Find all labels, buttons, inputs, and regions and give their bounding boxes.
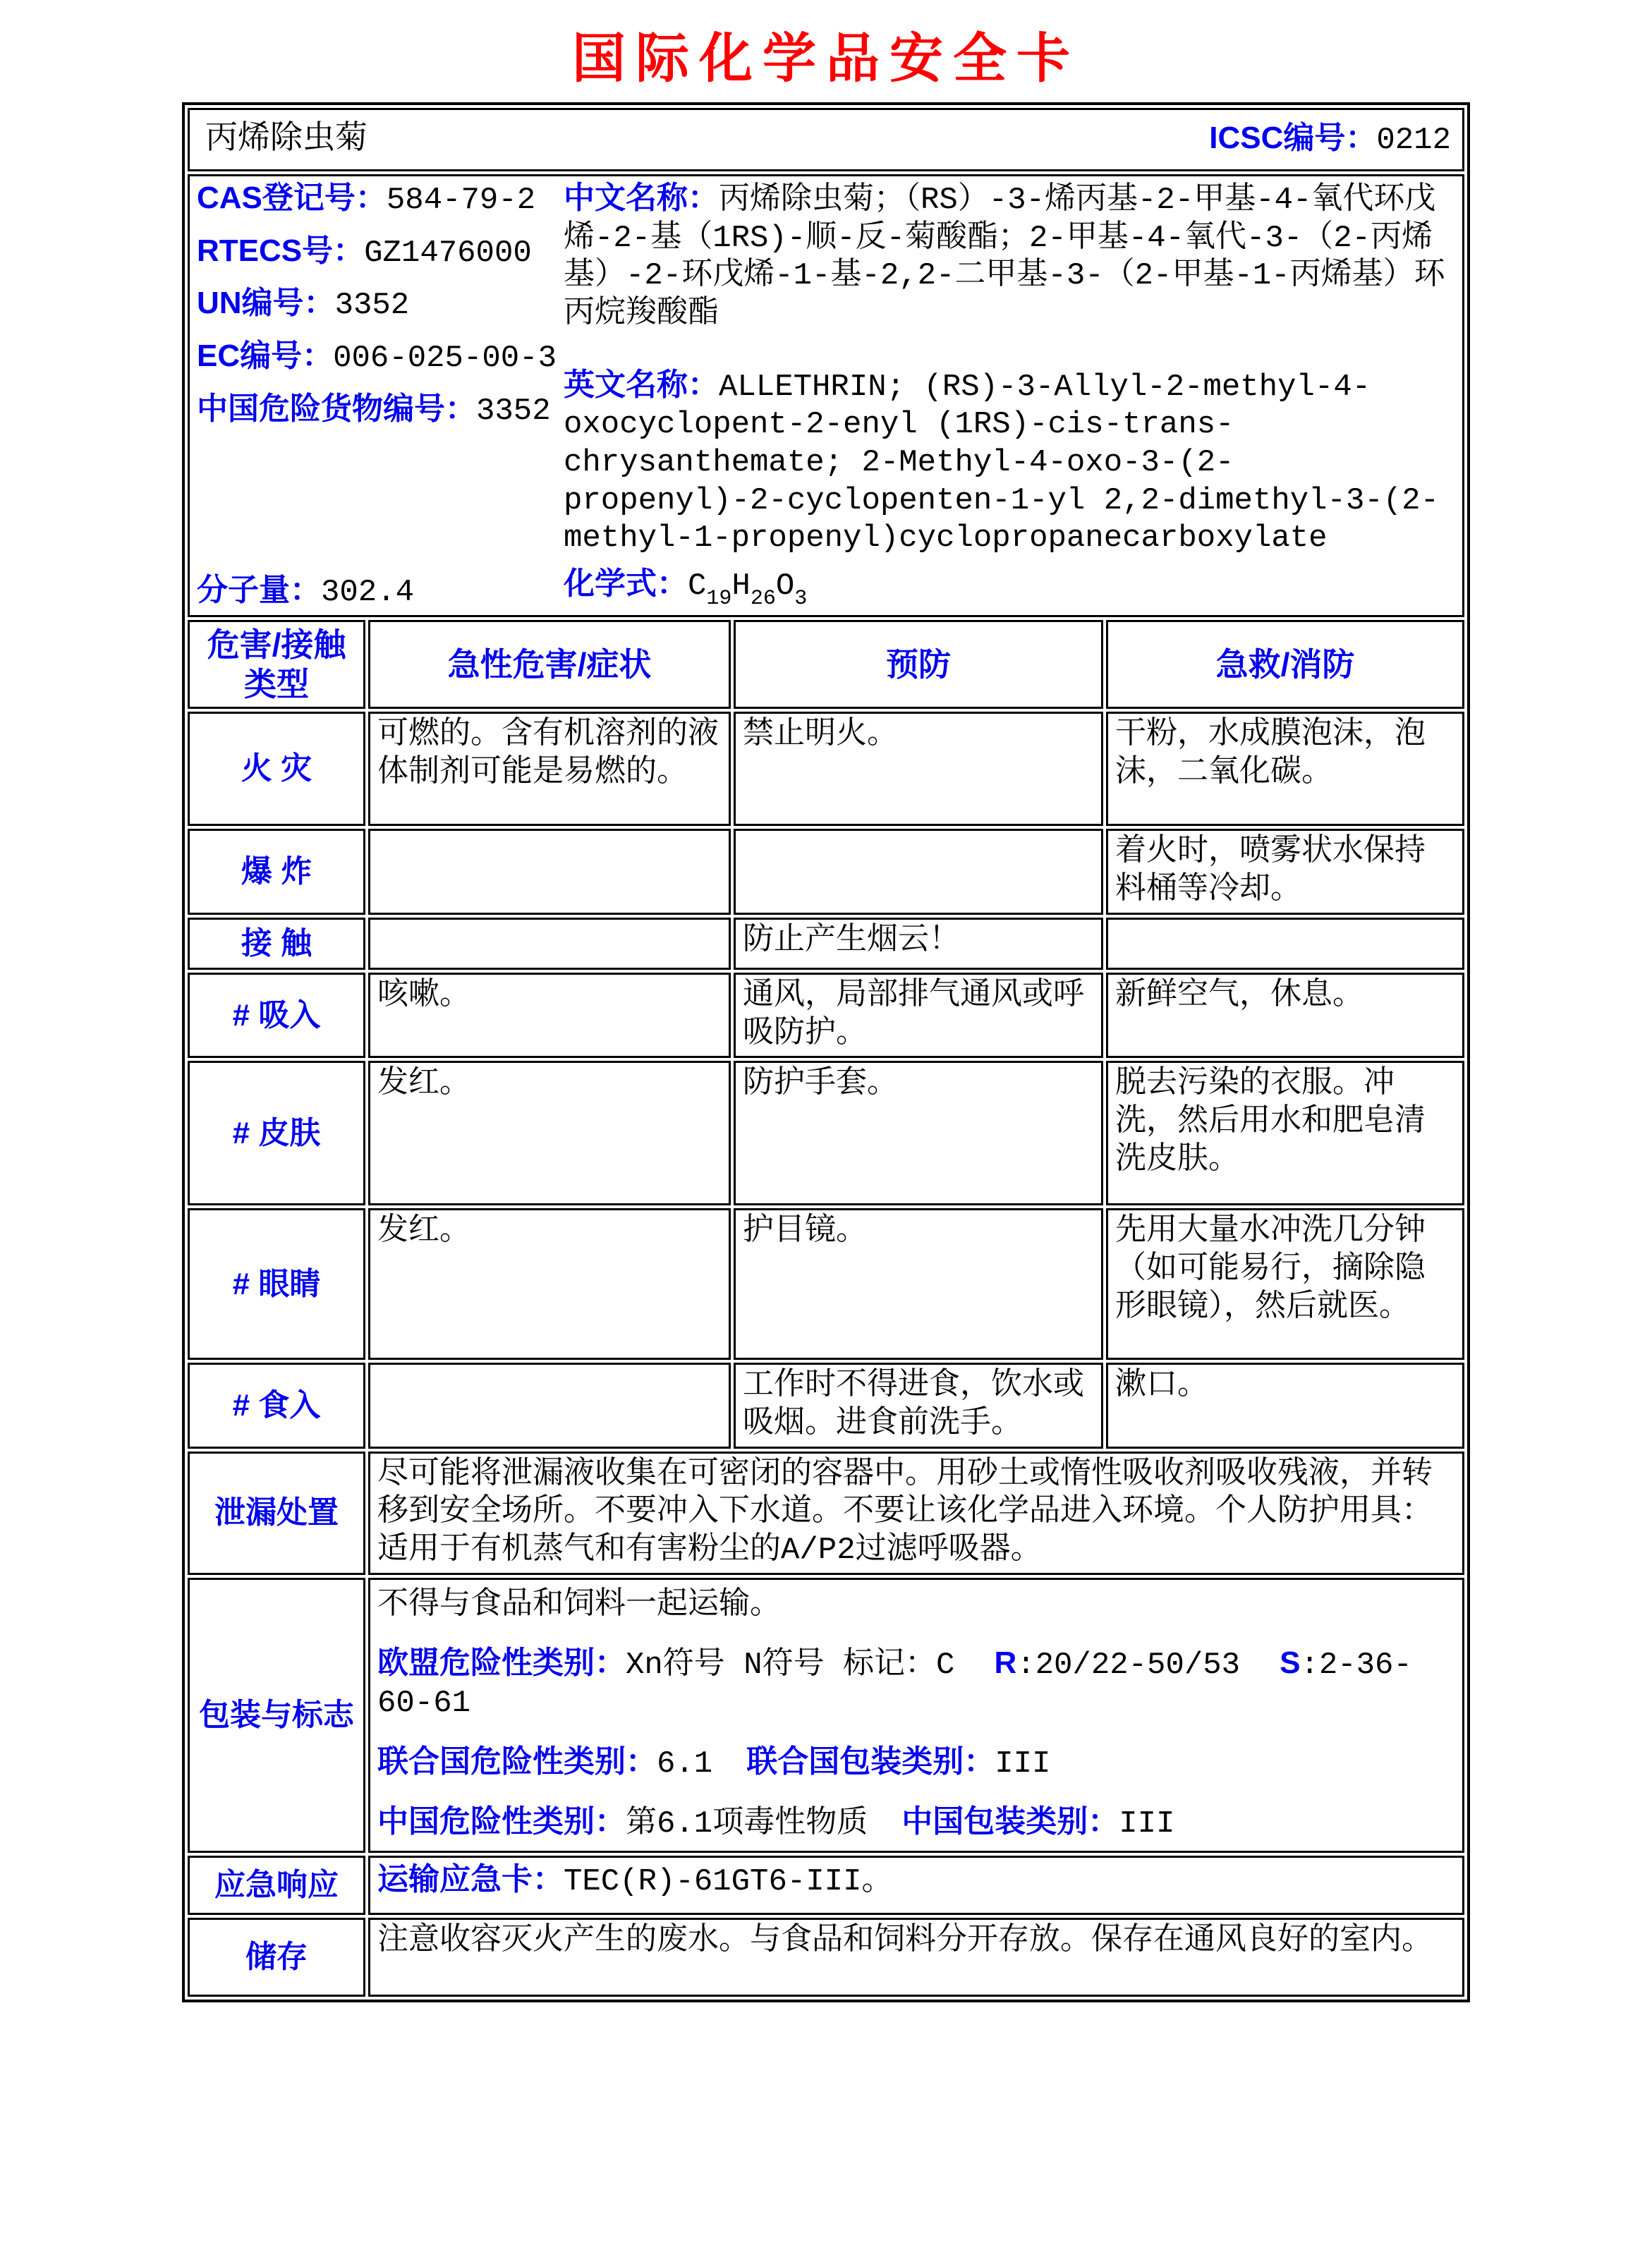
identifier-list	[197, 179, 557, 612]
id-value: GZ1476000	[364, 235, 532, 271]
safety-card-table	[182, 102, 1470, 2002]
cn-name-label: 中文名称：	[563, 181, 719, 215]
hazard-row-contact	[188, 918, 1464, 970]
storage-row	[188, 1918, 1464, 1997]
r-phrase-label: R	[994, 1645, 1017, 1681]
en-name-label: 英文名称：	[563, 367, 719, 402]
explosion-firstaid-cell: 着火时，喷雾状水保持料桶等冷却。	[1106, 829, 1464, 915]
en-name-value: ALLETHRIN; (RS)-3-Allyl-2-methyl-4-oxocyclopent-2-enyl (1RS)-cis-trans-chrysanthemate; 2-Methyl-4-oxo-3-(2-propenyl)-2-cyclopenten-1-yl 2,2-dimethyl-3-(2-methyl-1-propenyl)cyclopropanecarboxylate	[563, 369, 1439, 556]
id-label: UN编号：	[197, 286, 335, 321]
fire-label: 火 灾	[188, 712, 365, 826]
eyes-firstaid-cell: 先用大量水冲洗几分钟（如可能易行，摘除隐形眼镜），然后就医。	[1106, 1208, 1464, 1360]
fire-symptoms-cell: 可燃的。含有机溶剂的液体制剂可能是易燃的。	[368, 712, 731, 826]
hazard-row-ingestion	[188, 1363, 1464, 1448]
mw-value: 302.4	[321, 574, 415, 610]
contact-firstaid-cell	[1106, 918, 1464, 970]
hazard-header-row	[188, 620, 1464, 709]
eyes-label: # 眼睛	[188, 1208, 365, 1360]
hazard-col-firstaid-header: 急救/消防	[1106, 620, 1464, 709]
ingestion-symptoms-cell	[368, 1363, 731, 1448]
id-row-china-dg	[197, 390, 557, 431]
card-header-row	[188, 108, 1464, 171]
cn-pack-value: III	[1119, 1806, 1175, 1842]
chinese-name	[564, 179, 1455, 334]
contact-prevention-cell: 防止产生烟云！	[734, 918, 1103, 970]
identification-cell	[188, 174, 1464, 617]
id-value: 3352	[476, 393, 551, 429]
formula-subscript: 3	[794, 587, 808, 612]
icsc-label: ICSC编号：	[1209, 121, 1377, 156]
eyes-symptoms-cell: 发红。	[368, 1208, 731, 1360]
eyes-prevention-cell: 护目镜。	[734, 1208, 1103, 1360]
id-row-ec	[197, 337, 557, 378]
formula-subscript: 26	[750, 587, 776, 612]
formula-element: O	[775, 568, 795, 604]
s-phrase-value: :2-36-60-61	[377, 1648, 1412, 1721]
eu-symbols: Xn符号 N符号 标记：C	[626, 1648, 955, 1684]
un-pack-label: 联合国包装类别：	[746, 1744, 995, 1779]
id-row-rtecs	[197, 232, 557, 273]
id-label: CAS登记号：	[197, 181, 387, 215]
packaging-transport-note	[377, 1587, 1455, 1625]
inhalation-firstaid-cell: 新鲜空气，休息。	[1106, 973, 1464, 1058]
molecular-weight	[197, 571, 557, 612]
hazard-col-type-header: 危害/接触类型	[188, 620, 365, 709]
un-pack-value: III	[995, 1746, 1051, 1782]
substance-name: 丙烯除虫菊	[205, 121, 368, 158]
fire-prevention-cell: 禁止明火。	[734, 712, 1103, 826]
inhalation-label: # 吸入	[188, 973, 365, 1058]
inhalation-symptoms-cell: 咳嗽。	[368, 973, 731, 1058]
explosion-symptoms-cell	[368, 829, 731, 915]
un-class-label: 联合国危险性类别：	[377, 1744, 657, 1779]
identification-row	[188, 174, 1464, 617]
eu-class-label: 欧盟危险性类别：	[377, 1645, 626, 1681]
storage-label: 储存	[188, 1918, 365, 1997]
id-row-un	[197, 284, 557, 325]
hazard-col-prevention-header: 预防	[734, 620, 1103, 709]
id-value: 584-79-2	[386, 183, 536, 218]
packaging-eu-line	[377, 1644, 1455, 1722]
hazard-col-symptoms-header: 急性危害/症状	[368, 620, 731, 709]
tremcard-label: 运输应急卡：	[377, 1861, 564, 1897]
emergency-label: 应急响应	[188, 1856, 365, 1915]
formula-subscript: 19	[706, 587, 732, 612]
page-title: 国际化学品安全卡	[572, 30, 1080, 89]
skin-prevention-cell: 防护手套。	[734, 1061, 1103, 1205]
ingestion-label: # 食入	[188, 1363, 365, 1448]
spill-label: 泄漏处置	[188, 1452, 365, 1575]
packaging-label: 包装与标志	[188, 1578, 365, 1853]
skin-firstaid-cell: 脱去污染的衣服。冲洗，然后用水和肥皂清洗皮肤。	[1106, 1061, 1464, 1205]
fire-firstaid-cell: 干粉，水成膜泡沫，泡沫，二氧化碳。	[1106, 712, 1464, 826]
cn-class-value: 第6.1项毒性物质	[626, 1806, 868, 1842]
cn-pack-label: 中国包装类别：	[901, 1804, 1119, 1839]
chemical-names	[557, 179, 1455, 612]
icsc-value: 0212	[1376, 123, 1451, 159]
un-class-value: 6.1	[657, 1746, 713, 1782]
packaging-content-cell	[368, 1578, 1464, 1853]
id-label: RTECS号：	[197, 233, 365, 268]
cn-class-label: 中国危险性类别：	[377, 1804, 626, 1839]
hazard-row-explosion	[188, 829, 1464, 915]
s-phrase-label: S	[1280, 1645, 1301, 1681]
chemical-formula	[564, 565, 1455, 612]
hazard-row-eyes	[188, 1208, 1464, 1360]
hazard-row-skin	[188, 1061, 1464, 1205]
hazard-row-inhalation	[188, 973, 1464, 1058]
spacer	[197, 442, 557, 571]
id-label: EC编号：	[197, 339, 334, 374]
ingestion-prevention-cell: 工作时不得进食，饮水或吸烟。进食前洗手。	[734, 1363, 1103, 1448]
tremcard-value: TEC(R)-61GT6-III。	[564, 1863, 893, 1899]
packaging-cn-line	[377, 1803, 1455, 1844]
storage-content-cell: 注意收容灭火产生的废水。与食品和饲料分开存放。保存在通风良好的室内。	[368, 1918, 1464, 1997]
spill-content-cell: 尽可能将泄漏液收集在可密闭的容器中。用砂土或惰性吸收剂吸收残液，并转移到安全场所。不要冲入下水道。不要让该化学品进入环境。个人防护用具：适用于有机蒸气和有害粉尘的A/P2过滤呼吸器。	[368, 1452, 1464, 1575]
id-row-cas	[197, 179, 557, 220]
id-label: 中国危险货物编号：	[197, 391, 476, 426]
emergency-content-cell	[368, 1856, 1464, 1915]
inhalation-prevention-cell: 通风，局部排气通风或呼吸防护。	[734, 973, 1103, 1058]
id-value: 3352	[334, 288, 410, 324]
mw-label: 分子量：	[197, 572, 321, 607]
transport-note-text: 不得与食品和饲料一起运输。	[377, 1587, 781, 1623]
formula-element: C	[687, 568, 707, 604]
emergency-row	[188, 1856, 1464, 1915]
id-value: 006-025-00-3	[333, 341, 557, 377]
skin-label: # 皮肤	[188, 1061, 365, 1205]
card-header-cell	[188, 108, 1464, 171]
skin-symptoms-cell: 发红。	[368, 1061, 731, 1205]
packaging-un-line	[377, 1743, 1455, 1784]
formula-element: H	[731, 568, 751, 604]
explosion-prevention-cell	[734, 829, 1103, 915]
english-name	[564, 366, 1455, 558]
explosion-label: 爆 炸	[188, 829, 365, 915]
cn-name-value: 丙烯除虫菊；（RS）-3-烯丙基-2-甲基-4-氧代环戊烯-2-基（1RS)-顺-反-菊酸酯；2-甲基-4-氧代-3-（2-丙烯基）-2-环戊烯-1-基-2,2-二甲基-3-（2-甲基-1-丙烯基）环丙烷羧酸酯	[563, 183, 1445, 332]
ingestion-firstaid-cell: 漱口。	[1106, 1363, 1464, 1448]
contact-label: 接 触	[188, 918, 365, 970]
spill-row	[188, 1452, 1464, 1575]
icsc-number	[1209, 119, 1455, 160]
contact-symptoms-cell	[368, 918, 731, 970]
formula-label: 化学式：	[563, 566, 688, 602]
hazard-row-fire	[188, 712, 1464, 826]
r-phrase-value: :20/22-50/53	[1016, 1648, 1241, 1684]
packaging-row	[188, 1578, 1464, 1853]
